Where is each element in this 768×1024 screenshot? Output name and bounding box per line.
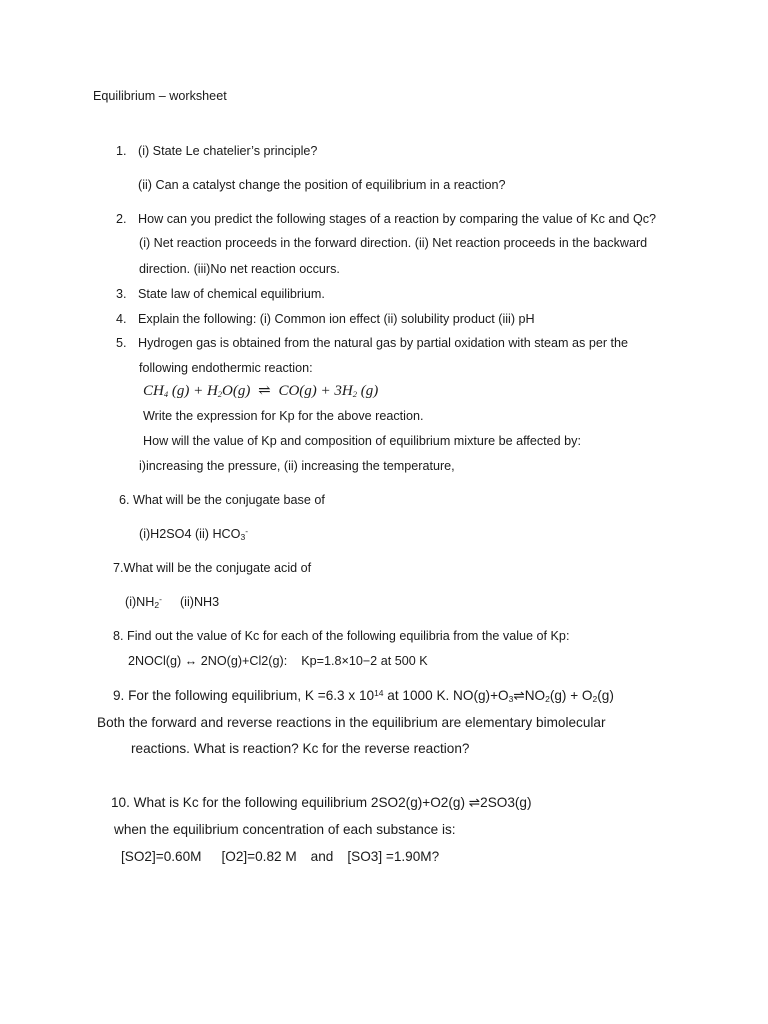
reaction-equation: $CH_4$ $(g) + H_2O(g)$ ⇌ $CO(g) + 3H_2$ (g) [143,383,379,399]
question-9-line-2: Both the forward and reverse reactions in the equilibrium are elementary bimolecular [97,715,606,730]
question-2-line-2: (i) Net reaction proceeds in the forward direction. (ii) Net reaction proceeds in the backward [139,236,648,250]
question-5-line-1: Hydrogen gas is obtained from the natural gas by partial oxidation with steam as per the [138,336,629,350]
question-7: 7.What will be the conjugate acid of [113,561,312,575]
question-number: 3. [116,287,127,301]
question-3 [116,286,325,302]
question-7-answer-options: $(i)NH_2^-$ (ii)NH3 [125,594,220,610]
question-8-equation: 2NOCl(g) ↔ 2NO(g)+Cl2(g): Kp=1.8×10−2 at 500 K [128,654,428,668]
question-5-line-4: How will the value of Kp and composition of equilibrium mixture be affected by: [143,434,581,448]
question-2-line-1: How can you predict the following stages of a reaction by comparing the value of Kc and Qc? [138,212,657,226]
question-2 [116,211,656,227]
question-number: 2. [116,212,127,226]
question-number: 5. [116,336,127,350]
question-6-answer-options: (i)H2SO4 (ii) $HCO_3^-$ [139,526,249,542]
question-number: 1. [116,144,127,158]
question-9-line-3: reactions. What is reaction? Kc for the reverse reaction? [131,741,470,756]
question-10: 10. What is Kc for the following equilibrium 2SO2(g)+O2(g) ⇌2SO3(g) [111,795,532,810]
question-5 [116,335,628,351]
question-4-text: Explain the following: (i) Common ion effect (ii) solubility product (iii) pH [138,312,535,326]
question-1-part-ii: (ii) Can a catalyst change the position of equilibrium in a reaction? [138,178,506,192]
question-5-line-2: following endothermic reaction: [139,361,313,375]
equilibrium-arrow-icon: ⇌ [258,383,271,399]
question-10-concentrations: [SO2]=0.60M [O2]=0.82 M and [SO3] =1.90M? [121,849,440,864]
question-9: 9. For the following equilibrium, K =6.3 x $10^{14}$ at 1000 K. $NO(g)+O_3\rightleftharpoons NO_2(g) + O_2(g)$ [113,688,614,704]
question-6: 6. What will be the conjugate base of [119,493,325,507]
question-4 [116,311,535,327]
question-8: 8. Find out the value of Kc for each of the following equilibria from the value of Kp: [113,629,570,643]
page-title: Equilibrium – worksheet [93,89,227,103]
question-10-line-2: when the equilibrium concentration of each substance is: [114,822,456,837]
question-8-kp: Kp=1.8×10−2 at 500 K [301,654,428,668]
question-3-text: State law of chemical equilibrium. [138,287,325,301]
question-5-line-5: i)increasing the pressure, (ii) increasing the temperature, [139,459,455,473]
equilibrium-arrow-icon: ⇌ [468,795,481,810]
question-1-part-i: (i) State Le chatelier’s principle? [138,144,318,158]
equilibrium-arrow-icon: ⇌ [513,688,525,703]
question-1 [116,143,317,159]
question-2-line-3: direction. (iii)No net reaction occurs. [139,262,340,276]
question-5-line-3: Write the expression for Kp for the above reaction. [143,409,424,423]
question-number: 4. [116,312,127,326]
